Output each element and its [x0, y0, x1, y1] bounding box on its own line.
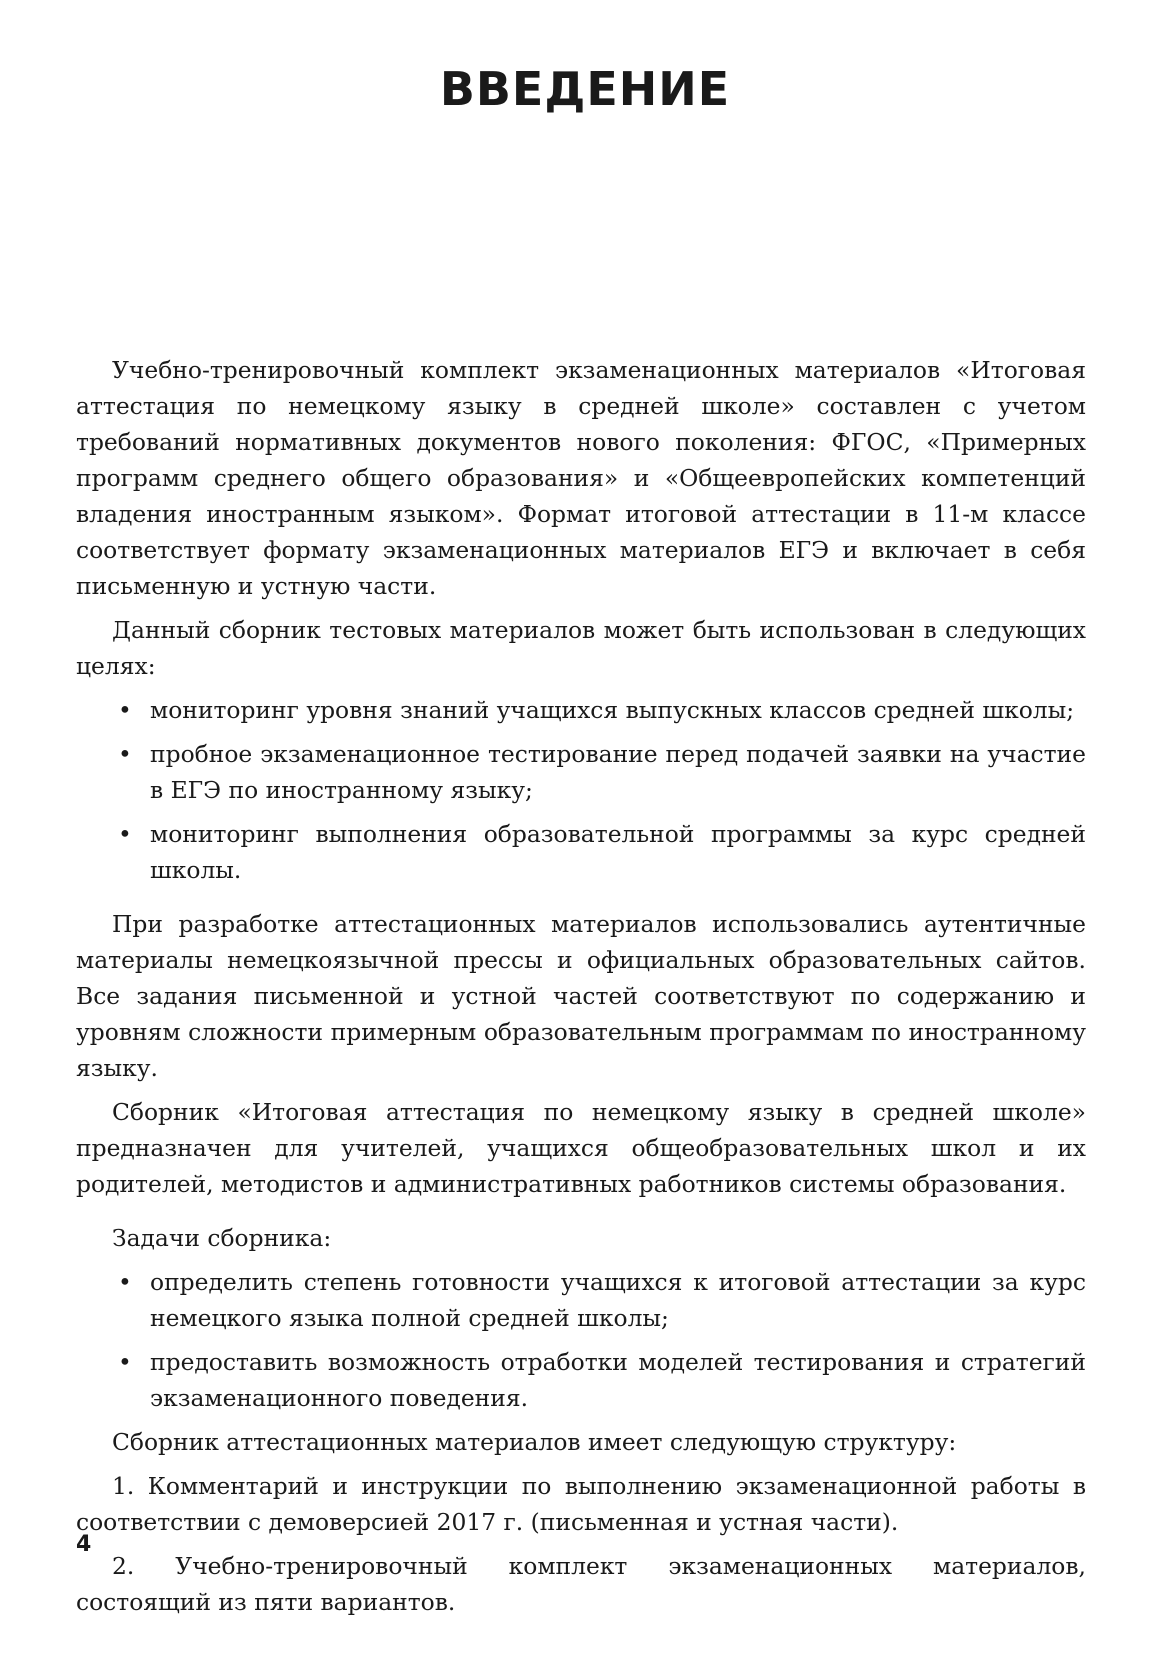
bullet-icon: •: [118, 696, 132, 724]
structure-item: 2. Учебно-тренировочный комплект экзаменационных материалов, состоящий из пяти вариантов.: [76, 1552, 1086, 1616]
page-number: 4: [76, 1532, 92, 1557]
bullet-icon: •: [118, 740, 132, 768]
tasks-heading: Задачи сборника:: [112, 1224, 332, 1252]
bullet-icon: •: [118, 1348, 132, 1376]
purposes-list: [76, 692, 1086, 888]
tasks-list: [76, 1264, 1086, 1416]
structure-item: 1. Комментарий и инструкции по выполнению экзаменационной работы в соответствии с демоверсией 2017 г. (письменная и устная части).: [76, 1472, 1086, 1536]
body-text: [76, 352, 1086, 1628]
page-title: ВВЕДЕНИЕ: [439, 62, 731, 116]
list-item: [76, 1264, 1086, 1336]
list-item: [76, 1344, 1086, 1416]
list-item: [76, 816, 1086, 888]
list-item-text: предоставить возможность отработки моделей тестирования и стратегий экзаменационного поведения.: [150, 1348, 1086, 1412]
intro-paragraph: Учебно-тренировочный комплект экзаменационных материалов «Итоговая аттестация по немецкому языку в средней школе» составлен с учетом требований нормативных документов нового поколения: ФГОС, «Примерных программ среднего общего образования» и «Общеевропейских компетенций владения иностранным языком». Формат итоговой аттестации в 11-м классе соответствует формату экзаменационных материалов ЕГЭ и включает в себя письменную и устную части.: [76, 356, 1086, 600]
bullet-icon: •: [118, 820, 132, 848]
list-item: [76, 692, 1086, 728]
audience-paragraph: Сборник «Итоговая аттестация по немецкому языку в средней школе» предназначен для учителей, учащихся общеобразовательных школ и их родителей, методистов и административных работников системы образования.: [76, 1098, 1086, 1198]
list-item-text: мониторинг уровня знаний учащихся выпускных классов средней школы;: [150, 696, 1075, 724]
list-item-text: мониторинг выполнения образовательной программы за курс средней школы.: [150, 820, 1086, 884]
list-item-text: определить степень готовности учащихся к итоговой аттестации за курс немецкого языка полной средней школы;: [150, 1268, 1086, 1332]
list-item: [76, 736, 1086, 808]
list-item-text: пробное экзаменационное тестирование перед подачей заявки на участие в ЕГЭ по иностранному языку;: [150, 740, 1086, 804]
structure-intro: Сборник аттестационных материалов имеет следующую структуру:: [112, 1428, 957, 1456]
bullet-icon: •: [118, 1268, 132, 1296]
materials-paragraph: При разработке аттестационных материалов использовались аутентичные материалы немецкоязычной прессы и официальных образовательных сайтов. Все задания письменной и устной частей соответствуют по содержанию и уровням сложности примерным образовательным программам по иностранному языку.: [76, 910, 1086, 1082]
purposes-intro-paragraph: Данный сборник тестовых материалов может быть использован в следующих целях:: [76, 616, 1086, 680]
